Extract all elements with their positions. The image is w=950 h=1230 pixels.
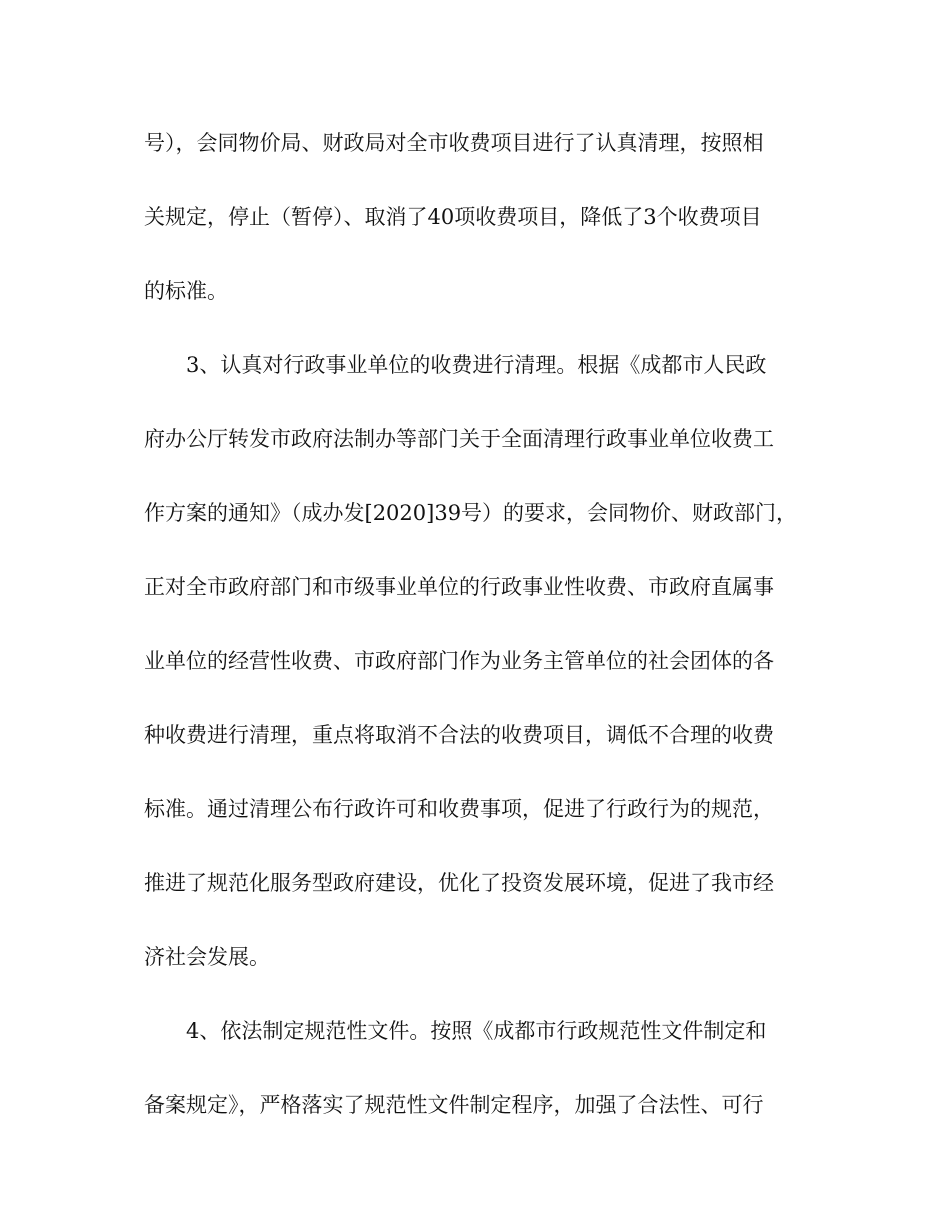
text-line-8: 业单位的经营性收费、市政府部门作为业务主管单位的社会团体的各 <box>144 649 774 673</box>
text-line-10: 标准。通过清理公布行政许可和收费事项，促进了行政行为的规范， <box>144 797 774 821</box>
paragraph-4-first-line: 4、依法制定规范性文件。按照《成都市行政规范性文件制定和 <box>186 1019 767 1043</box>
text-line-5: 府办公厅转发市政府法制办等部门关于全面清理行政事业单位收费工 <box>144 427 774 451</box>
text-line-9: 种收费进行清理，重点将取消不合法的收费项目，调低不合理的收费 <box>144 723 774 747</box>
text-line-7: 正对全市政府部门和市级事业单位的行政事业性收费、市政府直属事 <box>144 575 774 599</box>
paragraph-3-first-line: 3、认真对行政事业单位的收费进行清理。根据《成都市人民政 <box>186 353 767 377</box>
text-line-1: 号），会同物价局、财政局对全市收费项目进行了认真清理，按照相 <box>144 131 764 155</box>
text-line-14: 备案规定》，严格落实了规范性文件制定程序，加强了合法性、可行 <box>144 1093 764 1117</box>
text-line-2: 关规定，停止（暂停）、取消了40项收费项目，降低了3个收费项目 <box>144 205 762 229</box>
text-line-3: 的标准。 <box>144 279 228 303</box>
text-line-6: 作方案的通知》（成办发[2020]39号）的要求，会同物价、财政部门， <box>144 501 798 525</box>
text-line-12: 济社会发展。 <box>144 945 270 969</box>
text-line-11: 推进了规范化服务型政府建设，优化了投资发展环境，促进了我市经 <box>144 871 774 895</box>
